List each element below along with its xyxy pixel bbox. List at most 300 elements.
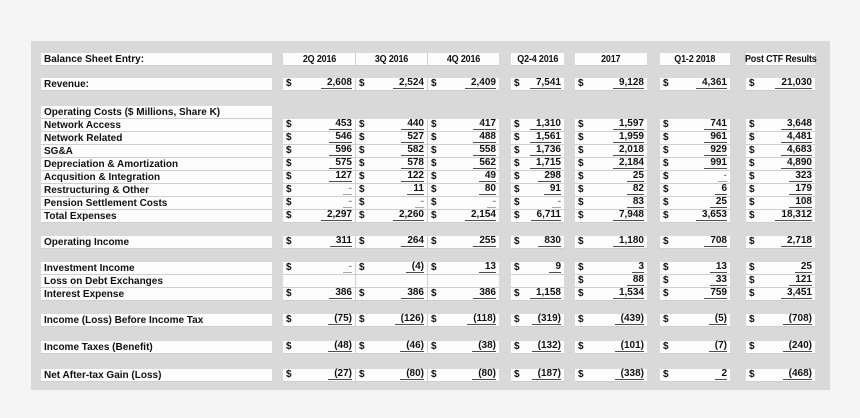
dollar-sign: $ [286, 78, 292, 89]
column-header-3q-2016 [355, 53, 427, 66]
value-cell [575, 288, 647, 301]
dollar-sign: $ [359, 132, 365, 143]
value-cell [746, 210, 815, 223]
cell-value: 546 [329, 132, 352, 143]
row-gap [41, 354, 815, 369]
row-investment-income [41, 262, 815, 275]
cell-value: 3,648 [781, 119, 812, 130]
cell-value: 488 [473, 132, 496, 143]
value-cell [283, 369, 355, 382]
cell-value: 3 [632, 262, 644, 273]
dollar-sign: $ [663, 275, 669, 286]
dollar-sign: $ [663, 262, 669, 273]
cell-value: 558 [473, 145, 496, 156]
row-acqusition-integration [41, 171, 815, 184]
cell-value: (319) [532, 314, 561, 325]
cell-value: 582 [401, 145, 424, 156]
cell-value: 1,534 [613, 288, 644, 299]
cell-value: 2,409 [465, 78, 496, 89]
dollar-sign: $ [663, 119, 669, 130]
cell-value: 527 [401, 132, 424, 143]
cell-value: 991 [704, 158, 727, 169]
row-label: Network Access [41, 119, 272, 132]
dollar-sign: $ [663, 145, 669, 156]
cell-value: 830 [538, 236, 561, 247]
dollar-sign: $ [286, 288, 292, 299]
cell-value: 708 [704, 236, 727, 247]
cell-value: 298 [538, 171, 561, 182]
column-header-label: Post CTF Results [744, 53, 817, 65]
value-cell [511, 314, 564, 327]
dollar-sign: $ [286, 262, 292, 273]
cell-value: 323 [789, 171, 812, 182]
dollar-sign: $ [578, 158, 584, 169]
dollar-sign: $ [749, 210, 755, 221]
dollar-sign: $ [749, 78, 755, 89]
cell-value: (80) [400, 369, 424, 380]
cell-value: 2,260 [393, 210, 424, 221]
value-cell [660, 171, 730, 184]
value-cell [283, 314, 355, 327]
cell-value: 596 [329, 145, 352, 156]
dollar-sign: $ [749, 369, 755, 380]
dollar-sign: $ [286, 158, 292, 169]
dollar-sign: $ [514, 262, 520, 273]
dollar-sign: $ [749, 341, 755, 352]
cell-value: 80 [479, 184, 496, 195]
value-cell [575, 341, 647, 354]
row-restructuring-other [41, 184, 815, 197]
value-cell [283, 78, 355, 91]
value-cell [575, 210, 647, 223]
cell-value: 2 [715, 369, 727, 380]
cell-value: (27) [328, 369, 352, 380]
value-cell [575, 369, 647, 382]
dollar-sign: $ [431, 197, 437, 208]
cell-value: 2,154 [465, 210, 496, 221]
cell-value: 575 [329, 158, 352, 169]
value-cell [660, 288, 730, 301]
cell-value: - [718, 171, 727, 182]
dollar-sign: $ [431, 119, 437, 130]
dollar-sign: $ [749, 145, 755, 156]
dollar-sign: $ [431, 132, 437, 143]
row-interest-expense [41, 288, 815, 301]
value-cell [746, 78, 815, 91]
dollar-sign: $ [359, 184, 365, 195]
row-label: Loss on Debt Exchanges [41, 275, 272, 288]
value-cell [427, 369, 499, 382]
dollar-sign: $ [359, 119, 365, 130]
dollar-sign: $ [359, 341, 365, 352]
value-cell [511, 236, 564, 249]
value-cell [511, 262, 564, 275]
value-cell [355, 262, 427, 275]
value-cell [427, 184, 499, 197]
value-cell [660, 210, 730, 223]
cell-value: 311 [330, 236, 352, 247]
value-cell [575, 236, 647, 249]
cell-value: 759 [704, 288, 727, 299]
row-label: Interest Expense [41, 288, 272, 301]
column-header-q2-4-2016 [511, 53, 564, 66]
cell-value: (4) [406, 262, 424, 273]
cell-value: 13 [710, 262, 727, 273]
cell-value: 578 [401, 158, 424, 169]
dollar-sign: $ [431, 171, 437, 182]
dollar-sign: $ [578, 314, 584, 325]
row-income-taxes-benefit [41, 341, 815, 354]
row-label: Operating Income [41, 236, 272, 249]
value-cell [427, 262, 499, 275]
column-header-label: 3Q 2016 [374, 53, 409, 65]
row-network-related [41, 132, 815, 145]
cell-value: 13 [479, 262, 496, 273]
cell-value: 929 [704, 145, 727, 156]
cell-value: 9 [549, 262, 561, 273]
cell-value: (48) [328, 341, 352, 352]
column-header-4q-2016 [427, 53, 499, 66]
row-total-expenses [41, 210, 815, 223]
dollar-sign: $ [514, 341, 520, 352]
cell-value: (708) [783, 314, 812, 325]
cell-value: (240) [783, 341, 812, 352]
dollar-sign: $ [514, 369, 520, 380]
cell-value: 3,653 [696, 210, 727, 221]
cell-value: 1,158 [530, 288, 561, 299]
cell-value: (38) [472, 341, 496, 352]
cell-value: 1,561 [530, 132, 561, 143]
cell-value: - [343, 197, 352, 208]
cell-value: 264 [401, 236, 424, 247]
cell-value: 179 [789, 184, 812, 195]
cell-value: 4,890 [781, 158, 812, 169]
dollar-sign: $ [578, 341, 584, 352]
dollar-sign: $ [514, 288, 520, 299]
dollar-sign: $ [663, 158, 669, 169]
column-header-q1-2-2018 [660, 53, 730, 66]
dollar-sign: $ [359, 288, 365, 299]
dollar-sign: $ [359, 158, 365, 169]
dollar-sign: $ [431, 288, 437, 299]
dollar-sign: $ [514, 171, 520, 182]
dollar-sign: $ [578, 132, 584, 143]
value-cell [283, 171, 355, 184]
cell-value: 1,597 [613, 119, 644, 130]
row-label: Operating Costs ($ Millions, Share K) [41, 106, 272, 119]
row-label: Depreciation & Amortization [41, 158, 272, 171]
value-cell [355, 210, 427, 223]
dollar-sign: $ [578, 171, 584, 182]
dollar-sign: $ [359, 314, 365, 325]
cell-value: (101) [615, 341, 644, 352]
row-label: Investment Income [41, 262, 272, 275]
column-header-label: Q2-4 2016 [517, 53, 558, 65]
cell-value: 91 [544, 184, 561, 195]
value-cell [511, 210, 564, 223]
value-cell [511, 184, 564, 197]
dollar-sign: $ [286, 145, 292, 156]
value-cell [355, 78, 427, 91]
cell-value: 2,184 [613, 158, 644, 169]
cell-value: (5) [709, 314, 727, 325]
row-gap [41, 301, 815, 314]
dollar-sign: $ [578, 197, 584, 208]
dollar-sign: $ [578, 288, 584, 299]
dollar-sign: $ [431, 158, 437, 169]
cell-value: 255 [473, 236, 496, 247]
value-cell [427, 236, 499, 249]
row-gap [41, 223, 815, 236]
cell-value: 82 [627, 184, 644, 195]
dollar-sign: $ [431, 341, 437, 352]
header-row [41, 53, 815, 66]
dollar-sign: $ [431, 314, 437, 325]
cell-value: 2,018 [613, 145, 644, 156]
cell-value: 3,451 [781, 288, 812, 299]
cell-value: 2,524 [393, 78, 424, 89]
cell-value: - [343, 262, 352, 273]
dollar-sign: $ [514, 197, 520, 208]
cell-value: 440 [401, 119, 424, 130]
cell-value: 2,608 [321, 78, 352, 89]
column-header-post-ctf-results [746, 53, 815, 66]
cell-value: (468) [783, 369, 812, 380]
row-sg-a [41, 145, 815, 158]
cell-value: 9,128 [613, 78, 644, 89]
value-cell [746, 341, 815, 354]
value-cell [427, 314, 499, 327]
row-label: Restructuring & Other [41, 184, 272, 197]
row-label: Total Expenses [41, 210, 272, 223]
dollar-sign: $ [431, 262, 437, 273]
value-cell [283, 236, 355, 249]
dollar-sign: $ [749, 275, 755, 286]
dollar-sign: $ [578, 236, 584, 247]
value-cell [746, 369, 815, 382]
dollar-sign: $ [749, 288, 755, 299]
dollar-sign: $ [286, 314, 292, 325]
value-cell [660, 236, 730, 249]
cell-value: 741 [704, 119, 727, 130]
value-cell [660, 158, 730, 171]
value-cell [283, 341, 355, 354]
dollar-sign: $ [514, 314, 520, 325]
dollar-sign: $ [514, 145, 520, 156]
dollar-sign: $ [514, 158, 520, 169]
row-gap [41, 66, 815, 78]
balance-sheet-panel [31, 41, 830, 390]
dollar-sign: $ [359, 262, 365, 273]
row-revenue [41, 78, 815, 91]
dollar-sign: $ [359, 210, 365, 221]
dollar-sign: $ [749, 184, 755, 195]
dollar-sign: $ [514, 119, 520, 130]
dollar-sign: $ [359, 171, 365, 182]
cell-value: 6,711 [531, 210, 561, 221]
dollar-sign: $ [578, 145, 584, 156]
dollar-sign: $ [578, 78, 584, 89]
dollar-sign: $ [578, 275, 584, 286]
cell-value: (7) [709, 341, 727, 352]
cell-value: 7,948 [613, 210, 644, 221]
cell-value: 2,718 [781, 236, 812, 247]
cell-value: (46) [400, 341, 424, 352]
cell-value: 49 [479, 171, 496, 182]
row-net-after-tax-gain-loss [41, 369, 815, 382]
dollar-sign: $ [663, 78, 669, 89]
dollar-sign: $ [431, 78, 437, 89]
value-cell [427, 78, 499, 91]
dollar-sign: $ [749, 119, 755, 130]
cell-value: 4,683 [781, 145, 812, 156]
dollar-sign: $ [359, 78, 365, 89]
value-cell [355, 314, 427, 327]
row-label: Acqusition & Integration [41, 171, 272, 184]
cell-value: 121 [789, 275, 812, 286]
row-pension-settlement-costs [41, 197, 815, 210]
cell-value: (126) [395, 314, 424, 325]
dollar-sign: $ [286, 171, 292, 182]
row-label: Pension Settlement Costs [41, 197, 272, 210]
dollar-sign: $ [431, 369, 437, 380]
value-cell [355, 184, 427, 197]
dollar-sign: $ [578, 369, 584, 380]
value-cell [660, 314, 730, 327]
cell-value: 25 [795, 262, 812, 273]
column-header-label: 2Q 2016 [302, 53, 336, 65]
value-cell [746, 288, 815, 301]
value-cell [427, 210, 499, 223]
row-label: Income (Loss) Before Income Tax [41, 314, 272, 327]
cell-value: 11 [407, 184, 424, 195]
cell-value: 88 [627, 275, 644, 286]
dollar-sign: $ [286, 236, 292, 247]
dollar-sign: $ [578, 184, 584, 195]
column-header-2q-2016 [283, 53, 355, 66]
cell-value: 21,030 [775, 78, 812, 89]
value-cell [746, 236, 815, 249]
dollar-sign: $ [286, 132, 292, 143]
cell-value: - [415, 197, 424, 208]
cell-value: 122 [401, 171, 424, 182]
dollar-sign: $ [431, 145, 437, 156]
cell-value: (439) [615, 314, 644, 325]
dollar-sign: $ [514, 184, 520, 195]
dollar-sign: $ [663, 184, 669, 195]
cell-value: 386 [329, 288, 352, 299]
value-cell [283, 184, 355, 197]
dollar-sign: $ [663, 132, 669, 143]
cell-value: 417 [473, 119, 496, 130]
cell-value: - [487, 197, 496, 208]
value-cell [283, 262, 355, 275]
dollar-sign: $ [749, 171, 755, 182]
value-cell [575, 314, 647, 327]
dollar-sign: $ [663, 236, 669, 247]
dollar-sign: $ [514, 78, 520, 89]
dollar-sign: $ [431, 184, 437, 195]
cell-value: 18,312 [775, 210, 812, 221]
dollar-sign: $ [749, 262, 755, 273]
cell-value: (187) [532, 369, 561, 380]
cell-value: 83 [627, 197, 644, 208]
value-cell [427, 341, 499, 354]
row-gap [41, 327, 815, 341]
cell-value: 4,361 [696, 78, 727, 89]
dollar-sign: $ [359, 145, 365, 156]
dollar-sign: $ [578, 262, 584, 273]
value-cell [746, 314, 815, 327]
value-cell [355, 369, 427, 382]
dollar-sign: $ [359, 197, 365, 208]
dollar-sign: $ [514, 132, 520, 143]
row-label: Net After-tax Gain (Loss) [41, 369, 272, 382]
value-cell [511, 341, 564, 354]
dollar-sign: $ [663, 341, 669, 352]
value-cell [511, 369, 564, 382]
dollar-sign: $ [663, 314, 669, 325]
cell-value: 1,959 [613, 132, 644, 143]
cell-value: 386 [473, 288, 496, 299]
dollar-sign: $ [749, 314, 755, 325]
cell-value: (118) [467, 314, 496, 325]
cell-value: 33 [710, 275, 727, 286]
dollar-sign: $ [286, 341, 292, 352]
cell-value: - [552, 197, 561, 208]
table-title-cell: Balance Sheet Entry: [41, 53, 272, 66]
value-cell [283, 288, 355, 301]
cell-value: 6 [715, 184, 727, 195]
value-cell [660, 78, 730, 91]
dollar-sign: $ [749, 236, 755, 247]
dollar-sign: $ [286, 197, 292, 208]
dollar-sign: $ [514, 236, 520, 247]
dollar-sign: $ [286, 184, 292, 195]
dollar-sign: $ [749, 132, 755, 143]
row-loss-on-debt-exchanges [41, 275, 815, 288]
dollar-sign: $ [514, 210, 520, 221]
column-header-label: 2017 [601, 53, 621, 65]
cell-value: 1,715 [530, 158, 561, 169]
row-gap [41, 249, 815, 262]
cell-value: 1,180 [613, 236, 644, 247]
dollar-sign: $ [663, 369, 669, 380]
dollar-sign: $ [286, 369, 292, 380]
dollar-sign: $ [431, 210, 437, 221]
value-cell [511, 288, 564, 301]
value-cell [660, 341, 730, 354]
cell-value: 25 [627, 171, 644, 182]
cell-value: (132) [532, 341, 561, 352]
cell-value: 4,481 [781, 132, 812, 143]
dollar-sign: $ [749, 158, 755, 169]
dollar-sign: $ [663, 171, 669, 182]
dollar-sign: $ [578, 210, 584, 221]
row-operating-costs-millions-share-k [41, 106, 815, 119]
cell-value: 961 [704, 132, 727, 143]
cell-value: 108 [789, 197, 812, 208]
dollar-sign: $ [749, 197, 755, 208]
column-header-2017 [575, 53, 647, 66]
dollar-sign: $ [286, 119, 292, 130]
dollar-sign: $ [286, 210, 292, 221]
row-income-loss-before-income-tax [41, 314, 815, 327]
row-operating-income [41, 236, 815, 249]
dollar-sign: $ [663, 197, 669, 208]
value-cell [511, 78, 564, 91]
column-header-label: 4Q 2016 [446, 53, 481, 65]
